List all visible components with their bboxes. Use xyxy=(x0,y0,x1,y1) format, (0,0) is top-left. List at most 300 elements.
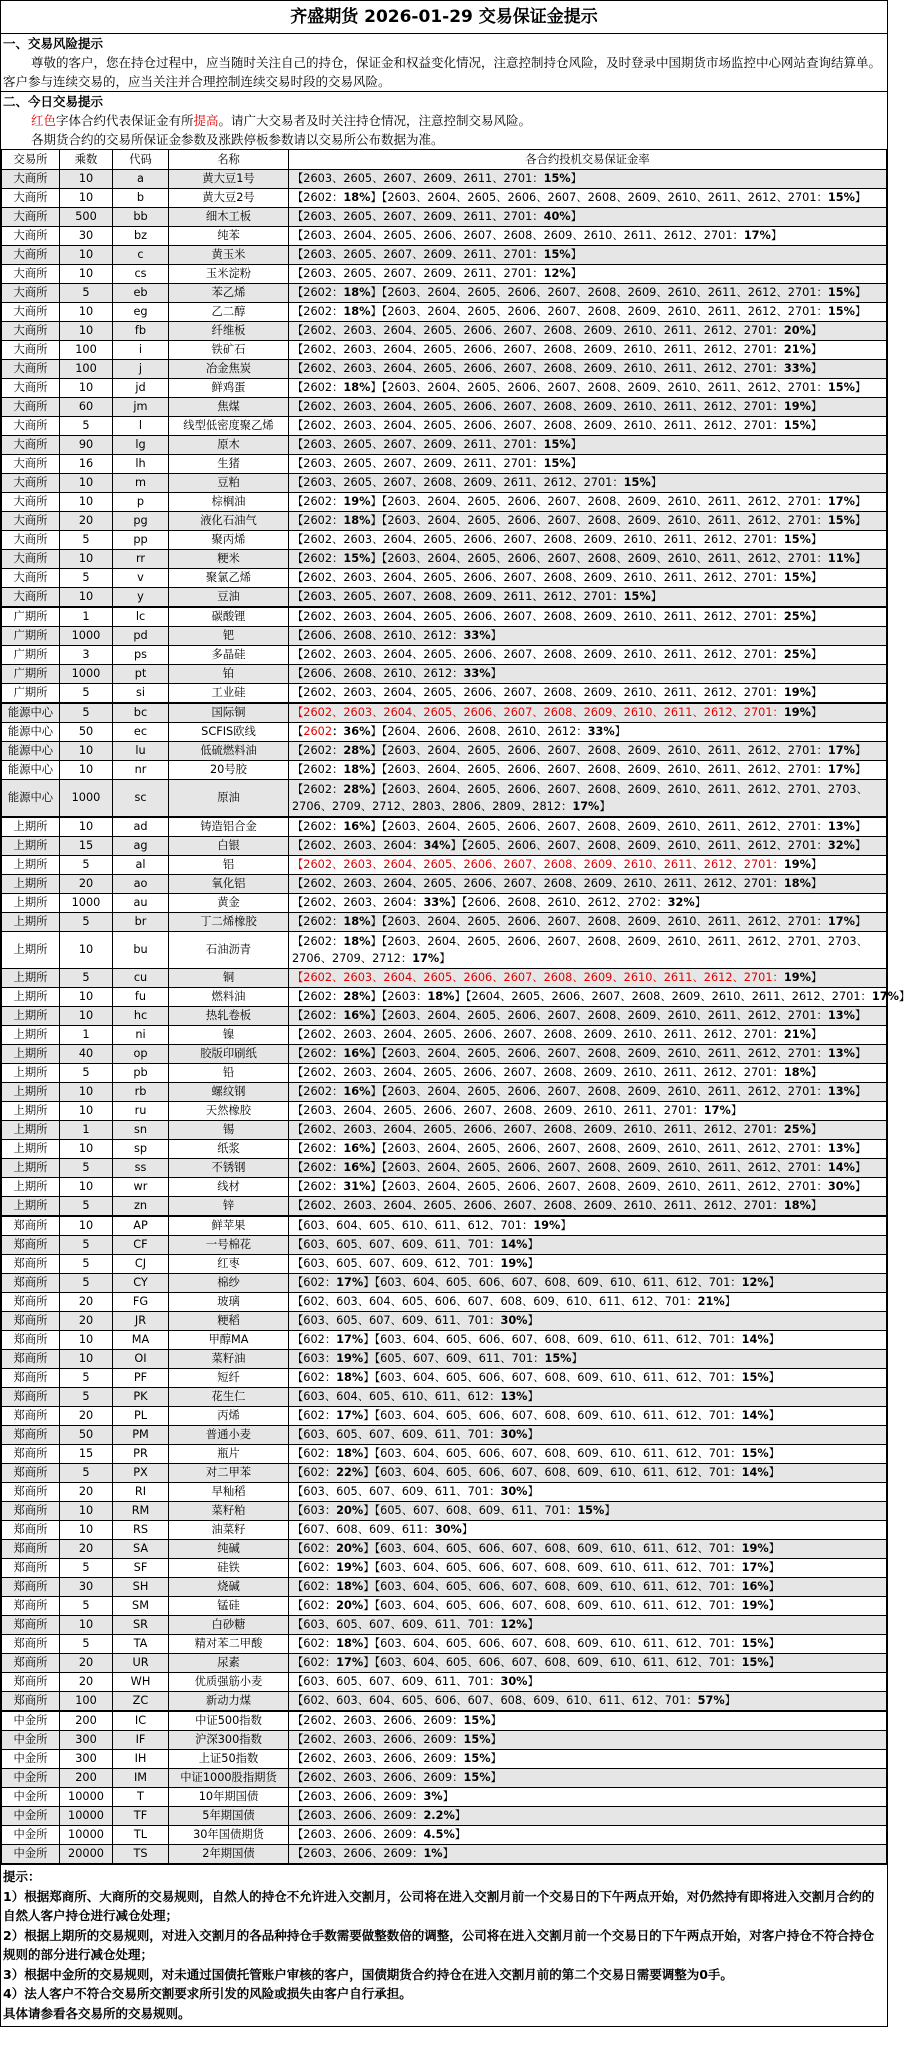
contract-list: 【2602： xyxy=(292,915,344,928)
table-row xyxy=(2,1293,887,1312)
rate-value: 15% xyxy=(741,1656,769,1669)
table-row xyxy=(2,1731,887,1750)
contract-list: 【2602： xyxy=(292,1142,344,1155)
rate-value: 20% xyxy=(336,1504,364,1517)
name-cell: 锡 xyxy=(169,1121,289,1140)
table-row xyxy=(2,1312,887,1331)
table-row xyxy=(2,1159,887,1178)
code-cell: lh xyxy=(113,455,169,474)
contract-list: 】 xyxy=(810,1123,823,1136)
tips-footer: 具体请参看各交易所的交易规则。 xyxy=(3,2005,191,2021)
rate-value: 2.2% xyxy=(423,1809,455,1822)
exchange-cell: 大商所 xyxy=(2,189,60,208)
name-cell: 黄大豆2号 xyxy=(169,189,289,208)
name-cell: 豆粕 xyxy=(169,474,289,493)
exchange-cell: 上期所 xyxy=(2,817,60,837)
exchange-cell: 郑商所 xyxy=(2,1597,60,1616)
name-cell: 细木工板 xyxy=(169,208,289,227)
table-row xyxy=(2,1274,887,1293)
contract-list: 】 xyxy=(490,1752,502,1765)
col-exchange-header: 交易所 xyxy=(2,150,60,170)
name-cell: 线型低密度聚乙烯 xyxy=(169,417,289,436)
name-cell: 铸造铝合金 xyxy=(169,817,289,837)
margin-rate-cell xyxy=(289,341,887,360)
exchange-cell: 大商所 xyxy=(2,379,60,398)
contract-list: 】【603、604、605、606、607、608、609、610、611、612、701： xyxy=(363,1656,742,1669)
name-cell: 20号胶 xyxy=(169,761,289,780)
exchange-cell: 郑商所 xyxy=(2,1616,60,1635)
margin-rate-cell xyxy=(289,856,887,875)
margin-rate-cell xyxy=(289,1331,887,1350)
code-cell: au xyxy=(113,894,169,913)
multiplier-cell: 100 xyxy=(60,360,113,379)
contract-list: 】 xyxy=(570,248,582,261)
contract-list: 【2602、2603、2604、2605、2606、2607、2608、2609、2610、2611、2612、2701： xyxy=(292,858,784,871)
rate-value: 18% xyxy=(427,990,455,1003)
margin-rate-cell xyxy=(289,1236,887,1255)
code-cell: ag xyxy=(113,837,169,856)
exchange-cell: 上期所 xyxy=(2,913,60,932)
rate-value: 20% xyxy=(783,324,811,337)
rate-value: 15% xyxy=(543,457,571,470)
table-row xyxy=(2,1807,887,1826)
contract-list: 】 xyxy=(604,1504,616,1517)
contract-list: 】 xyxy=(854,305,867,318)
exchange-cell: 郑商所 xyxy=(2,1293,60,1312)
exchange-cell: 中金所 xyxy=(2,1731,60,1750)
exchange-cell: 郑商所 xyxy=(2,1673,60,1692)
contract-list: 】 xyxy=(810,324,823,337)
contract-list: 】 xyxy=(854,1085,867,1098)
table-header-row xyxy=(2,150,887,170)
name-cell: 硅铁 xyxy=(169,1559,289,1578)
contract-list: 】【2603、2604、2605、2606、2607、2608、2609、2610、2611、2612、2701： xyxy=(370,1047,828,1060)
margin-rate-cell xyxy=(289,1769,887,1788)
table-row xyxy=(2,1007,887,1026)
margin-rate-cell xyxy=(289,227,887,246)
contract-list: 【2603、2605、2607、2609、2611、2701： xyxy=(292,172,544,185)
rate-value: 14% xyxy=(741,1466,769,1479)
tips-section xyxy=(1,1864,887,2026)
contract-list: 】【2606、2608、2610、2612、2702： xyxy=(450,896,668,909)
contract-list: 】 xyxy=(560,1219,572,1232)
rate-value: 33% xyxy=(423,896,451,909)
contract-list: 】【2603、2604、2605、2606、2607、2608、2609、2610、2611、2612、2701： xyxy=(370,820,828,833)
contract-list: 【2602、2603、2604、2605、2606、2607、2608、2609、2610、2611、2612、2701： xyxy=(292,1066,784,1079)
code-cell: IC xyxy=(113,1711,169,1731)
rate-value: 22% xyxy=(336,1466,364,1479)
multiplier-cell: 5 xyxy=(60,1388,113,1407)
margin-rate-cell xyxy=(289,837,887,856)
contract-list: 】【605、607、609、611、701： xyxy=(363,1352,545,1365)
exchange-cell: 大商所 xyxy=(2,265,60,284)
code-cell: CJ xyxy=(113,1255,169,1274)
tip-4: 4）法人客户不符合交易所交割要求所引发的风险或损失由客户自行承担。 xyxy=(3,1986,412,2001)
margin-table xyxy=(1,149,910,1864)
table-row xyxy=(2,398,887,417)
contract-list: 】 xyxy=(768,1276,780,1289)
exchange-cell: 郑商所 xyxy=(2,1407,60,1426)
code-cell: PF xyxy=(113,1369,169,1388)
rate-value: 17% xyxy=(871,990,899,1003)
contract-list: 】【603、604、605、606、607、608、609、610、611、612、701： xyxy=(363,1333,742,1346)
table-row xyxy=(2,1540,887,1559)
contract-list: 】 xyxy=(724,1694,736,1707)
multiplier-cell: 10 xyxy=(60,1331,113,1350)
contract-list: 】 xyxy=(810,858,823,871)
contract-list: 】 xyxy=(810,610,823,623)
margin-rate-cell xyxy=(289,1750,887,1769)
code-cell: IM xyxy=(113,1769,169,1788)
margin-rate-cell xyxy=(289,1464,887,1483)
code-cell: pd xyxy=(113,627,169,646)
rate-value: 15% xyxy=(741,1447,769,1460)
margin-rate-cell xyxy=(289,1102,887,1121)
table-row xyxy=(2,1236,887,1255)
contract-list: 【602： xyxy=(292,1466,337,1479)
contract-list: 】【2604、2606、2608、2610、2612： xyxy=(370,725,588,738)
code-cell: br xyxy=(113,913,169,932)
contract-list: 】 xyxy=(810,533,823,546)
rate-value: 12% xyxy=(543,267,571,280)
table-row xyxy=(2,1331,887,1350)
multiplier-cell: 20 xyxy=(60,1673,113,1692)
multiplier-cell: 60 xyxy=(60,398,113,417)
margin-rate-cell xyxy=(289,1083,887,1102)
rate-value: 16% xyxy=(343,1009,371,1022)
multiplier-cell: 200 xyxy=(60,1711,113,1731)
contract-list: 【2602： xyxy=(292,552,344,565)
multiplier-cell: 10000 xyxy=(60,1807,113,1826)
contract-list: 】 xyxy=(768,1599,780,1612)
rate-value: 17% xyxy=(336,1409,364,1422)
contract-list: 】 xyxy=(490,1771,502,1784)
contract-list: 】 xyxy=(854,552,867,565)
exchange-cell: 大商所 xyxy=(2,303,60,322)
contract-list: 【2602： xyxy=(292,286,344,299)
code-cell: pb xyxy=(113,1064,169,1083)
multiplier-cell: 10 xyxy=(60,474,113,493)
name-cell: 丁二烯橡胶 xyxy=(169,913,289,932)
code-cell: m xyxy=(113,474,169,493)
contract-list: 】 xyxy=(614,725,626,738)
rate-value: 28% xyxy=(343,744,371,757)
name-cell: 花生仁 xyxy=(169,1388,289,1407)
rate-value: 18% xyxy=(783,877,811,890)
margin-rate-cell xyxy=(289,913,887,932)
contract-list: 】 xyxy=(527,1257,539,1270)
contract-list: 【2602： xyxy=(292,1047,344,1060)
contract-list: 】【603、604、605、606、607、608、609、610、611、612、701： xyxy=(363,1371,742,1384)
contract-list: 】【2603、2604、2605、2606、2607、2608、2609、2610、2611、2612、2701： xyxy=(370,286,828,299)
exchange-cell: 上期所 xyxy=(2,856,60,875)
margin-rate-cell xyxy=(289,894,887,913)
multiplier-cell: 20 xyxy=(60,1483,113,1502)
exchange-cell: 郑商所 xyxy=(2,1502,60,1521)
table-row xyxy=(2,227,887,246)
exchange-cell: 郑商所 xyxy=(2,1578,60,1597)
code-cell: zn xyxy=(113,1197,169,1217)
name-cell: 豆油 xyxy=(169,588,289,608)
code-cell: TA xyxy=(113,1635,169,1654)
code-cell: a xyxy=(113,170,169,189)
multiplier-cell: 1000 xyxy=(60,627,113,646)
margin-rate-cell xyxy=(289,417,887,436)
contract-list: 】 xyxy=(599,800,611,813)
name-cell: 甲醇MA xyxy=(169,1331,289,1350)
contract-list: 【602： xyxy=(292,1580,337,1593)
name-cell: 瓶片 xyxy=(169,1445,289,1464)
rate-value: 15% xyxy=(577,1504,605,1517)
multiplier-cell: 20 xyxy=(60,1540,113,1559)
code-cell: cs xyxy=(113,265,169,284)
code-cell: op xyxy=(113,1045,169,1064)
contract-list: 【2602： xyxy=(292,990,344,1003)
code-cell: rb xyxy=(113,1083,169,1102)
exchange-cell: 郑商所 xyxy=(2,1692,60,1712)
contract-list: 【603、605、607、609、611、701： xyxy=(292,1314,501,1327)
contract-list: 【607、608、609、611： xyxy=(292,1523,435,1536)
exchange-cell: 广期所 xyxy=(2,646,60,665)
margin-rate-cell xyxy=(289,1140,887,1159)
rate-value: 14% xyxy=(500,1238,528,1251)
code-cell: l xyxy=(113,417,169,436)
table-row xyxy=(2,1692,887,1712)
contract-list: 【2602、2603、2604、2605、2606、2607、2608、2609、2610、2611、2612、2701： xyxy=(292,877,784,890)
multiplier-cell: 1 xyxy=(60,1026,113,1045)
margin-rate-cell xyxy=(289,1407,887,1426)
multiplier-cell: 5 xyxy=(60,1064,113,1083)
exchange-cell: 郑商所 xyxy=(2,1445,60,1464)
margin-rate-cell xyxy=(289,1845,887,1864)
contract-list: 【2602： xyxy=(292,782,344,796)
contract-list: 【2602： xyxy=(292,763,344,776)
multiplier-cell: 5 xyxy=(60,703,113,723)
multiplier-cell: 10 xyxy=(60,493,113,512)
rate-value: 19% xyxy=(783,400,811,413)
table-row xyxy=(2,1769,887,1788)
contract-list: 【603： xyxy=(292,1352,337,1365)
table-row xyxy=(2,646,887,665)
contract-list: 】 xyxy=(454,1809,467,1822)
exchange-cell: 上期所 xyxy=(2,1121,60,1140)
contract-list: 】 xyxy=(810,648,823,661)
margin-rate-cell xyxy=(289,1293,887,1312)
exchange-cell: 上期所 xyxy=(2,932,60,969)
table-row xyxy=(2,988,887,1007)
contract-list: 】 xyxy=(854,495,867,508)
margin-rate-cell xyxy=(289,988,910,1007)
rate-value: ：36% xyxy=(332,725,371,738)
rate-value: 33% xyxy=(463,667,491,680)
rate-value: 33% xyxy=(463,629,491,642)
contract-list: 】 xyxy=(570,267,582,280)
rate-value: 18% xyxy=(343,763,371,776)
table-row xyxy=(2,875,887,894)
contract-list: 】 xyxy=(570,438,582,451)
code-cell: MA xyxy=(113,1331,169,1350)
rate-value: 15% xyxy=(463,1733,491,1746)
name-cell: 冶金焦炭 xyxy=(169,360,289,379)
table-row xyxy=(2,303,887,322)
contract-list: 【603、605、607、609、611、701： xyxy=(292,1428,501,1441)
name-cell: 国际铜 xyxy=(169,703,289,723)
contract-list: 】 xyxy=(527,1675,539,1688)
exchange-cell: 大商所 xyxy=(2,208,60,227)
table-row xyxy=(2,550,887,569)
exchange-cell: 郑商所 xyxy=(2,1540,60,1559)
exchange-cell: 广期所 xyxy=(2,684,60,704)
contract-list: 【603： xyxy=(292,1504,337,1517)
rate-value: 15% xyxy=(463,1752,491,1765)
name-cell: 黄金 xyxy=(169,894,289,913)
contract-list: 【2603、2606、2609： xyxy=(292,1847,424,1860)
code-cell: OI xyxy=(113,1350,169,1369)
table-row xyxy=(2,417,887,436)
code-cell: fu xyxy=(113,988,169,1007)
margin-rate-cell xyxy=(289,742,887,761)
exchange-cell: 中金所 xyxy=(2,1750,60,1769)
exchange-cell: 能源中心 xyxy=(2,703,60,723)
contract-list: 【602： xyxy=(292,1561,337,1574)
margin-rate-cell xyxy=(289,1388,887,1407)
margin-rate-cell xyxy=(289,1502,887,1521)
multiplier-cell: 1000 xyxy=(60,780,113,818)
margin-rate-cell xyxy=(289,1807,887,1826)
multiplier-cell: 10 xyxy=(60,932,113,969)
risk-text-content: 尊敬的客户，您在持仓过程中，应当随时关注自己的持仓，保证金和权益变化情况，注意控制持仓风险，及时登录中国期货市场监控中心网站查询结算单。客户参与连续交易的，应当关注并合理控制连续交易时段的交易风险。 xyxy=(3,55,882,89)
code-cell: AP xyxy=(113,1216,169,1236)
name-cell: 粳稻 xyxy=(169,1312,289,1331)
margin-rate-cell xyxy=(289,474,887,493)
margin-rate-cell xyxy=(289,1673,887,1692)
margin-rate-cell xyxy=(289,875,887,894)
rate-value: 16% xyxy=(343,1161,371,1174)
margin-rate-cell xyxy=(289,1483,887,1502)
exchange-cell: 中金所 xyxy=(2,1845,60,1864)
rate-value: 15% xyxy=(783,571,811,584)
rate-value: 20% xyxy=(336,1599,364,1612)
code-cell: eg xyxy=(113,303,169,322)
table-row xyxy=(2,1445,887,1464)
table-row xyxy=(2,1788,887,1807)
table-row xyxy=(2,588,887,608)
contract-list: 【2602、2603、2604、2605、2606、2607、2608、2609、2610、2611、2612、2701： xyxy=(292,571,784,584)
rate-value: 15% xyxy=(741,1371,769,1384)
table-row xyxy=(2,436,887,455)
name-cell: 黄大豆1号 xyxy=(169,170,289,189)
multiplier-cell: 10 xyxy=(60,1502,113,1521)
contract-list: 】【2603、2604、2605、2606、2607、2608、2609、2610、2611、2612、2701： xyxy=(370,514,828,527)
contract-list: 】 xyxy=(810,877,823,890)
table-row xyxy=(2,512,887,531)
code-cell: fb xyxy=(113,322,169,341)
name-cell: 焦煤 xyxy=(169,398,289,417)
margin-rate-cell xyxy=(289,1597,887,1616)
multiplier-cell: 10 xyxy=(60,742,113,761)
rate-value: 25% xyxy=(783,1123,811,1136)
rate-value: 40% xyxy=(543,210,571,223)
name-cell: 苯乙烯 xyxy=(169,284,289,303)
name-cell: 中证1000股指期货 xyxy=(169,1769,289,1788)
contract-list: 【2602、2603、2604、2605、2606、2607、2608、2609、2610、2611、2612、2701： xyxy=(292,533,784,546)
name-cell: 鲜苹果 xyxy=(169,1216,289,1236)
table-row xyxy=(2,493,887,512)
rate-value: 33% xyxy=(587,725,615,738)
contract-list: 【602： xyxy=(292,1333,337,1346)
table-row xyxy=(2,894,887,913)
contract-list: 】 xyxy=(454,1828,467,1841)
contract-list: 【603、604、605、610、611、612： xyxy=(292,1390,501,1403)
table-row xyxy=(2,208,887,227)
red-label: 红色 xyxy=(31,113,57,128)
rate-value: 32% xyxy=(827,839,855,852)
rate-value: 17% xyxy=(827,915,855,928)
rate-value: 17% xyxy=(336,1333,364,1346)
code-cell: v xyxy=(113,569,169,588)
code-cell: jd xyxy=(113,379,169,398)
contract-list: 【2602： xyxy=(292,495,344,508)
table-row xyxy=(2,1616,887,1635)
name-cell: 原木 xyxy=(169,436,289,455)
contract-list: 】 xyxy=(768,1542,780,1555)
margin-rate-cell xyxy=(289,265,887,284)
code-cell: TL xyxy=(113,1826,169,1845)
rate-value: 18% xyxy=(343,286,371,299)
multiplier-cell: 40 xyxy=(60,1045,113,1064)
contract-list: 】 xyxy=(571,1352,583,1365)
table-row xyxy=(2,817,887,837)
contract-list: 【2603、2606、2609： xyxy=(292,1790,424,1803)
table-row xyxy=(2,1464,887,1483)
rate-value: 15% xyxy=(463,1771,491,1784)
contract-list: 【602： xyxy=(292,1599,337,1612)
name-cell: 锰硅 xyxy=(169,1597,289,1616)
exchange-cell: 郑商所 xyxy=(2,1331,60,1350)
exchange-cell: 中金所 xyxy=(2,1807,60,1826)
rate-value: 57% xyxy=(697,1694,725,1707)
code-cell: ss xyxy=(113,1159,169,1178)
margin-rate-cell xyxy=(289,246,887,265)
exchange-cell: 大商所 xyxy=(2,341,60,360)
multiplier-cell: 20 xyxy=(60,1312,113,1331)
multiplier-cell: 5 xyxy=(60,1597,113,1616)
multiplier-cell: 10 xyxy=(60,246,113,265)
contract-list: 】 xyxy=(724,1295,736,1308)
name-cell: 早籼稻 xyxy=(169,1483,289,1502)
exchange-cell: 大商所 xyxy=(2,588,60,608)
rate-value: 13% xyxy=(827,820,855,833)
rate-value: 17% xyxy=(703,1104,731,1117)
multiplier-cell: 20 xyxy=(60,875,113,894)
rate-value: 17% xyxy=(741,1561,769,1574)
name-cell: 多晶硅 xyxy=(169,646,289,665)
code-cell: sc xyxy=(113,780,169,818)
rate-value: 30% xyxy=(500,1485,528,1498)
risk-heading: 一、交易风险提示 xyxy=(3,36,104,51)
col-code-header: 代码 xyxy=(113,150,169,170)
name-cell: 螺纹钢 xyxy=(169,1083,289,1102)
multiplier-cell: 10 xyxy=(60,1216,113,1236)
margin-rate-cell xyxy=(289,569,887,588)
contract-list: 【602： xyxy=(292,1637,337,1650)
rate-value: 18% xyxy=(343,305,371,318)
name-cell: 5年期国债 xyxy=(169,1807,289,1826)
code-cell: i xyxy=(113,341,169,360)
margin-rate-cell xyxy=(289,1654,887,1673)
table-row xyxy=(2,1559,887,1578)
rate-value: 15% xyxy=(783,419,811,432)
